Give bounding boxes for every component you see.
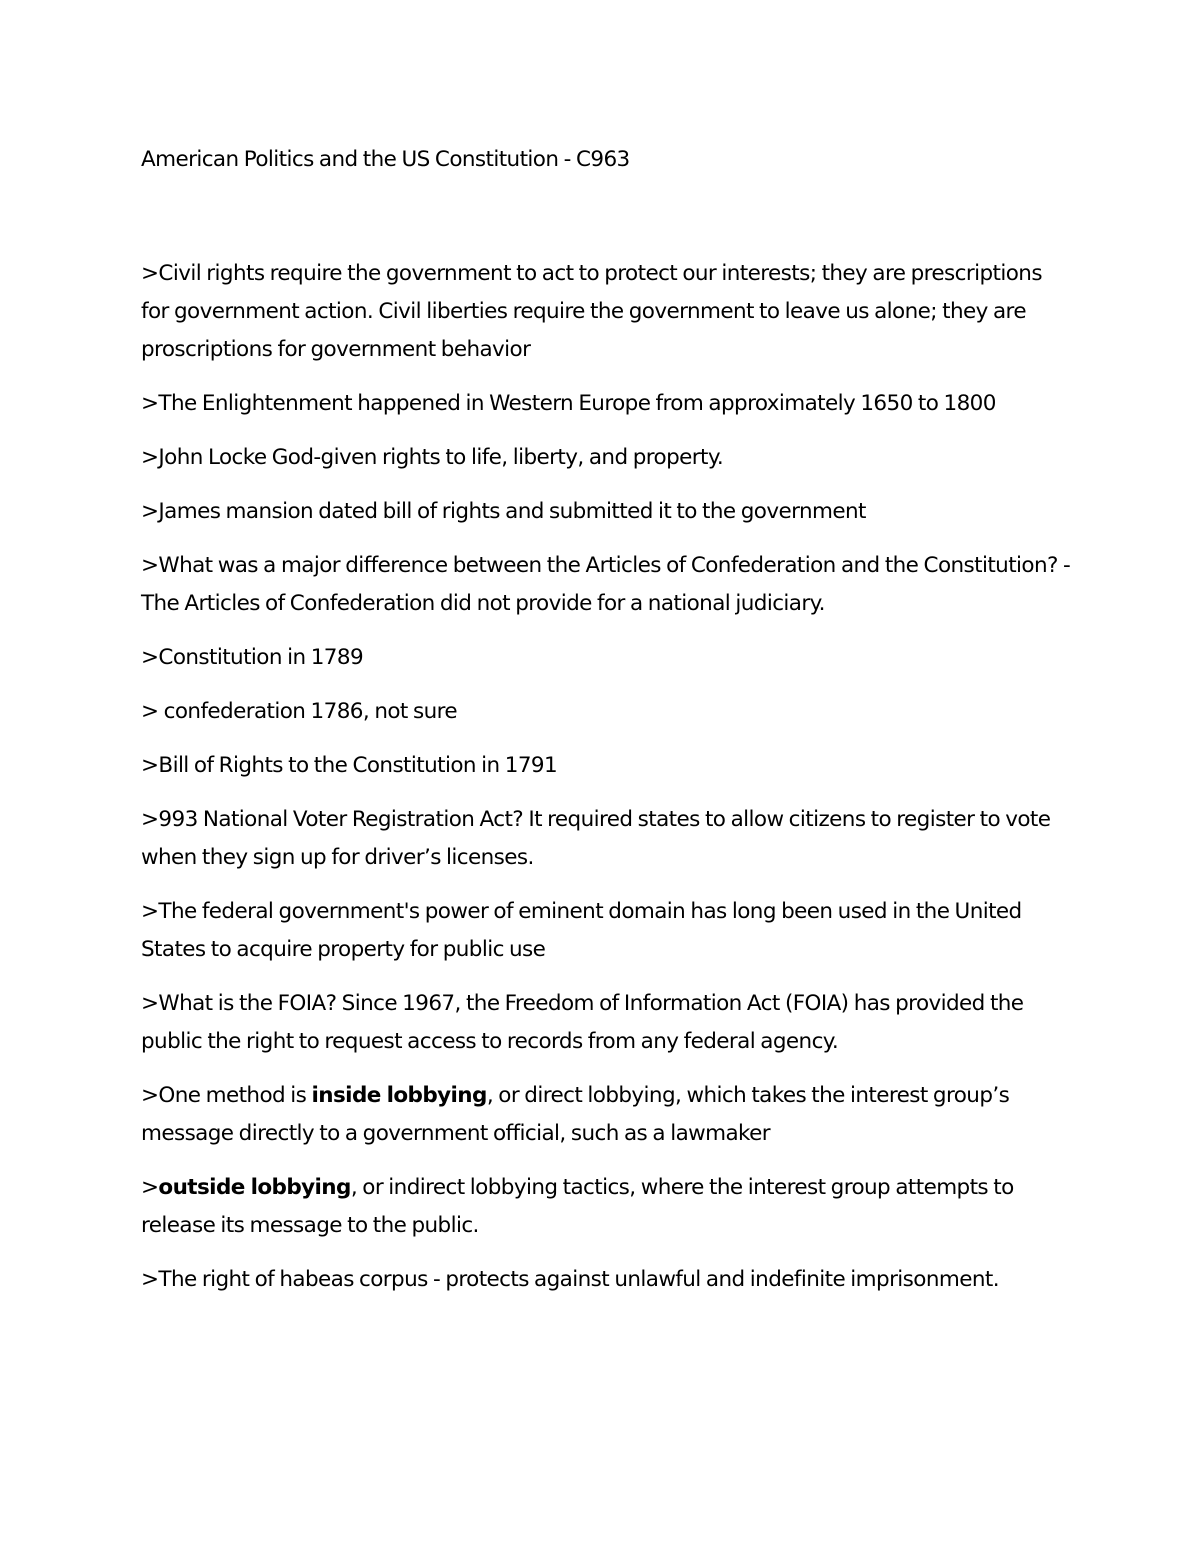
text-run: >What was a major difference between the Articles of Confederation and the Constitution? - The Articles of Confederation did not provide for a national judiciary.	[141, 553, 1071, 616]
text-run: >James mansion dated bill of rights and submitted it to the government	[141, 499, 866, 524]
text-run: >John Locke God-given rights to life, liberty, and property.	[141, 445, 724, 470]
text-run: >The Enlightenment happened in Western Europe from approximately 1650 to 1800	[141, 391, 996, 416]
text-run: >Bill of Rights to the Constitution in 1791	[141, 753, 558, 778]
text-run: > confederation 1786, not sure	[141, 699, 458, 724]
note-paragraph	[141, 255, 1071, 369]
note-paragraph	[141, 439, 1071, 477]
text-run: , or indirect lobbying tactics, where the interest group attempts to release its message to the public.	[141, 1175, 1014, 1238]
bold-term: outside lobbying	[158, 1175, 351, 1200]
text-run: , or direct lobbying, which takes the interest group’s message directly to a government official, such as a lawmaker	[141, 1083, 1010, 1146]
text-run: >The right of habeas corpus - protects against unlawful and indefinite imprisonment.	[141, 1267, 999, 1292]
note-paragraph	[141, 801, 1071, 877]
note-paragraph	[141, 547, 1071, 623]
note-paragraph	[141, 493, 1071, 531]
note-paragraph	[141, 1169, 1071, 1245]
paragraph-list	[141, 255, 1071, 1299]
note-paragraph	[141, 385, 1071, 423]
text-run: >What is the FOIA? Since 1967, the Freedom of Information Act (FOIA) has provided the public the right to request access to records from any federal agency.	[141, 991, 1024, 1054]
text-run: >993 National Voter Registration Act? It required states to allow citizens to register to vote when they sign up for driver’s licenses.	[141, 807, 1051, 870]
note-paragraph	[141, 1077, 1071, 1153]
note-paragraph	[141, 639, 1071, 677]
text-run: >Civil rights require the government to act to protect our interests; they are prescriptions for government action. Civil liberties require the government to leave us alone; they are proscriptions for government behavior	[141, 261, 1042, 362]
text-run: >Constitution in 1789	[141, 645, 364, 670]
note-paragraph	[141, 747, 1071, 785]
bold-term: inside lobbying	[311, 1083, 487, 1108]
note-paragraph	[141, 893, 1071, 969]
text-run: >One method is	[141, 1083, 312, 1108]
note-paragraph	[141, 693, 1071, 731]
document-title: American Politics and the US Constitution - C963	[141, 147, 630, 172]
document-body	[141, 141, 1071, 1315]
text-run: >The federal government's power of eminent domain has long been used in the United States to acquire property for public use	[141, 899, 1022, 962]
note-paragraph	[141, 1261, 1071, 1299]
text-run: >	[141, 1175, 159, 1200]
note-paragraph	[141, 985, 1071, 1061]
